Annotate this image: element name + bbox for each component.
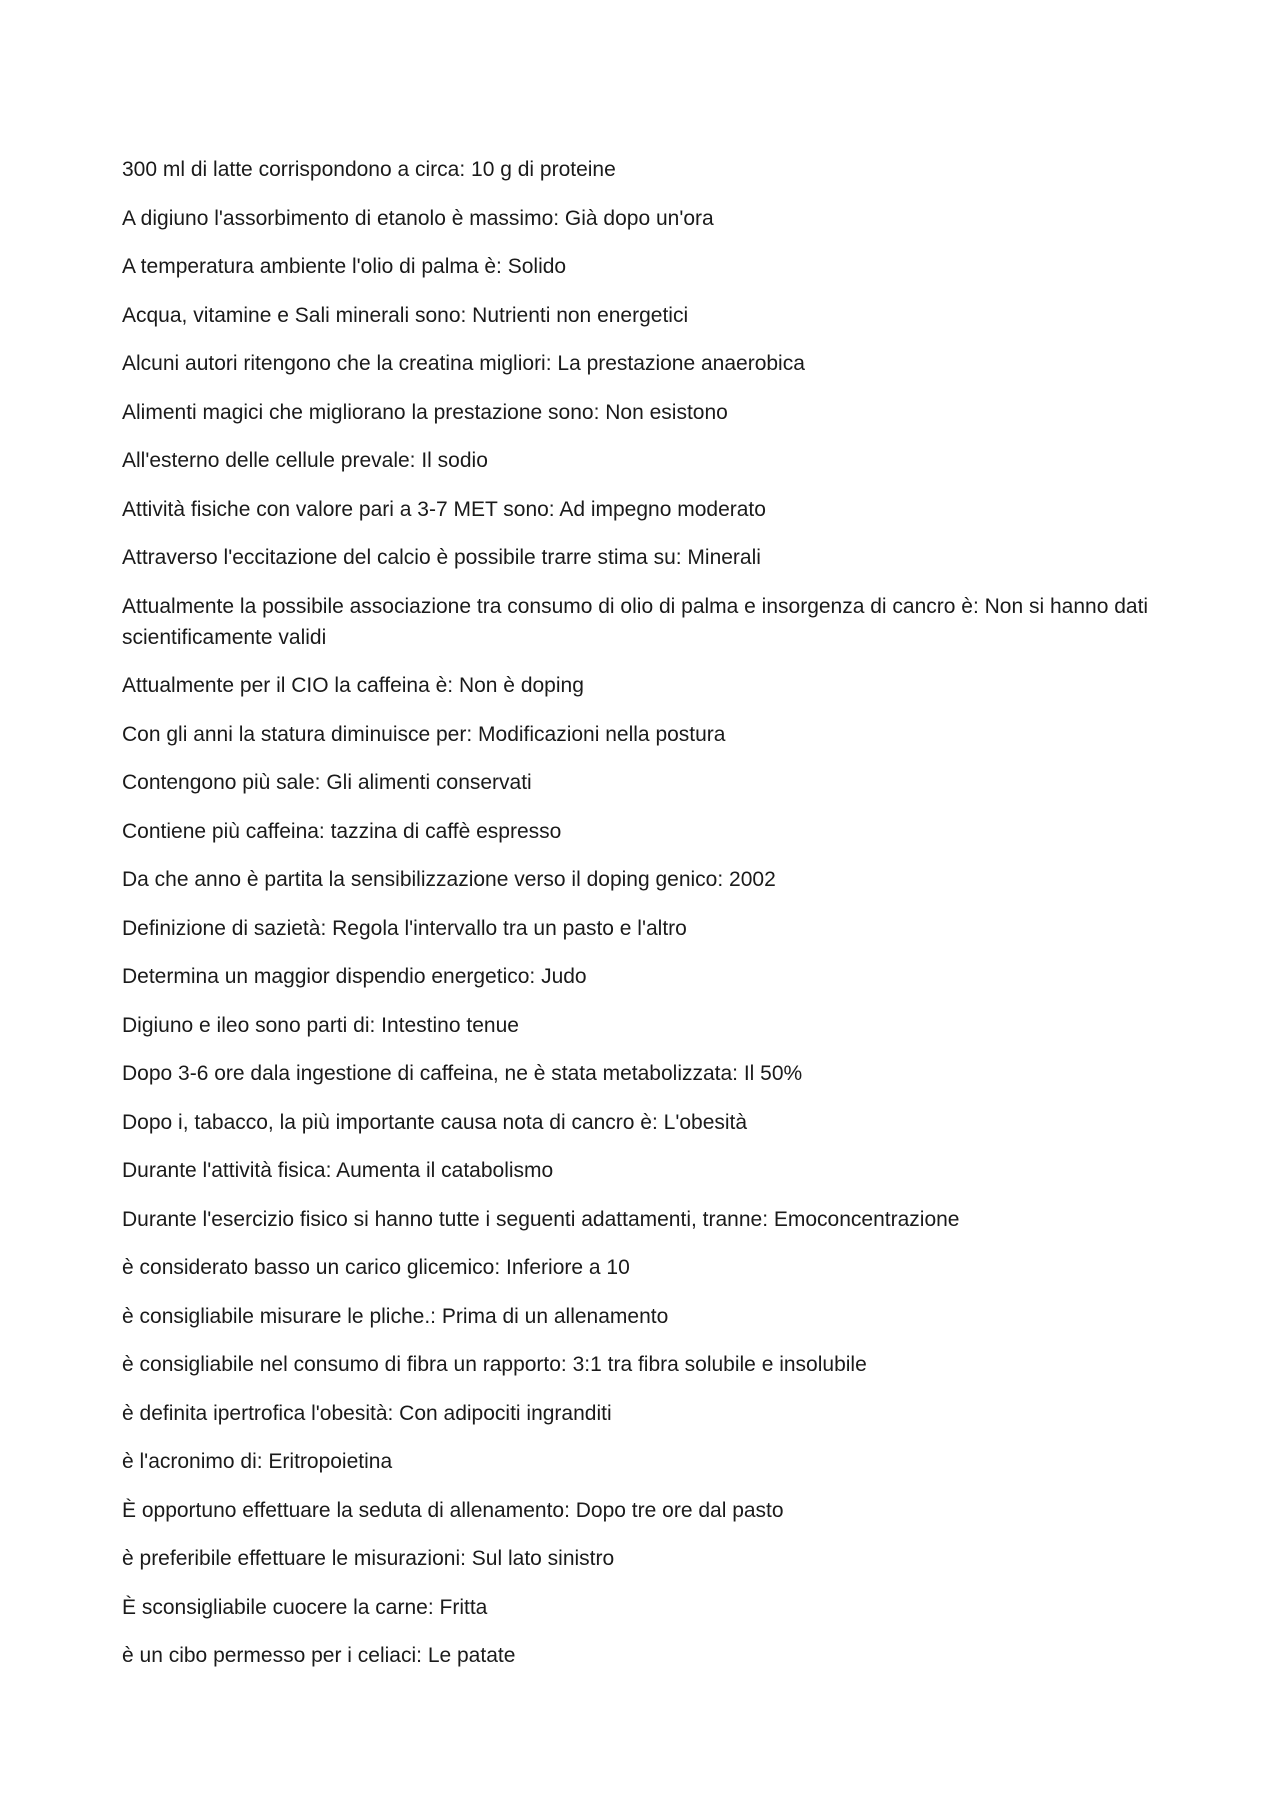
question-answer-line: Attualmente la possibile associazione tra consumo di olio di palma e insorgenza di cancro è: Non si hanno dati scientificamente validi [122, 594, 1149, 649]
question-answer-line: Digiuno e ileo sono parti di: Intestino tenue [122, 1013, 519, 1037]
question-answer-line: è considerato basso un carico glicemico: Inferiore a 10 [122, 1256, 630, 1279]
question-answer-line: Dopo i, tabacco, la più importante causa nota di cancro è: L'obesità [122, 1110, 748, 1134]
question-answer-line: Con gli anni la statura diminuisce per: Modificazioni nella postura [122, 722, 726, 746]
question-answer-line: Alcuni autori ritengono che la creatina migliori: La prestazione anaerobica [122, 352, 805, 375]
question-answer-line: Determina un maggior dispendio energetico: Judo [122, 965, 587, 988]
question-answer-line: A temperatura ambiente l'olio di palma è: Solido [122, 255, 567, 278]
question-answer-line: Contiene più caffeina: tazzina di caffè espresso [122, 819, 562, 843]
question-answer-line: è un cibo permesso per i celiaci: Le patate [122, 1644, 516, 1667]
question-answer-line: Alimenti magici che migliorano la prestazione sono: Non esistono [122, 400, 728, 424]
question-answer-line: Da che anno è partita la sensibilizzazione verso il doping genico: 2002 [122, 868, 776, 891]
question-answer-line: Attività fisiche con valore pari a 3-7 MET sono: Ad impegno moderato [122, 497, 766, 521]
question-answer-line: è l'acronimo di: Eritropoietina [122, 1450, 393, 1473]
question-answer-line: È sconsigliabile cuocere la carne: Fritta [122, 1595, 488, 1619]
question-answer-line: Attualmente per il CIO la caffeina è: Non è doping [122, 674, 584, 697]
question-answer-line: Attraverso l'eccitazione del calcio è possibile trarre stima su: Minerali [122, 546, 761, 569]
question-answer-line: All'esterno delle cellule prevale: Il sodio [122, 449, 488, 472]
question-answer-line: 300 ml di latte corrispondono a circa: 10 g di proteine [122, 158, 616, 181]
question-answer-line: è consigliabile misurare le pliche.: Prima di un allenamento [122, 1304, 669, 1328]
question-answer-line: è consigliabile nel consumo di fibra un rapporto: 3:1 tra fibra solubile e insolubile [122, 1353, 867, 1376]
question-answer-line: è preferibile effettuare le misurazioni: Sul lato sinistro [122, 1547, 615, 1570]
question-answer-line: Durante l'esercizio fisico si hanno tutte i seguenti adattamenti, tranne: Emoconcentrazione [122, 1207, 960, 1231]
question-answer-line: Durante l'attività fisica: Aumenta il catabolismo [122, 1159, 554, 1182]
question-answer-line: A digiuno l'assorbimento di etanolo è massimo: Già dopo un'ora [122, 206, 714, 230]
question-answer-line: Contengono più sale: Gli alimenti conservati [122, 771, 532, 794]
question-answer-line: È opportuno effettuare la seduta di allenamento: Dopo tre ore dal pasto [122, 1498, 784, 1522]
question-answer-line: Dopo 3-6 ore dala ingestione di caffeina, ne è stata metabolizzata: Il 50% [122, 1062, 803, 1085]
question-answer-line: Acqua, vitamine e Sali minerali sono: Nutrienti non energetici [122, 303, 689, 327]
question-answer-line: Definizione di sazietà: Regola l'intervallo tra un pasto e l'altro [122, 916, 687, 940]
question-answer-line: è definita ipertrofica l'obesità: Con adipociti ingranditi [122, 1401, 612, 1425]
document-body [122, 154, 1162, 1689]
